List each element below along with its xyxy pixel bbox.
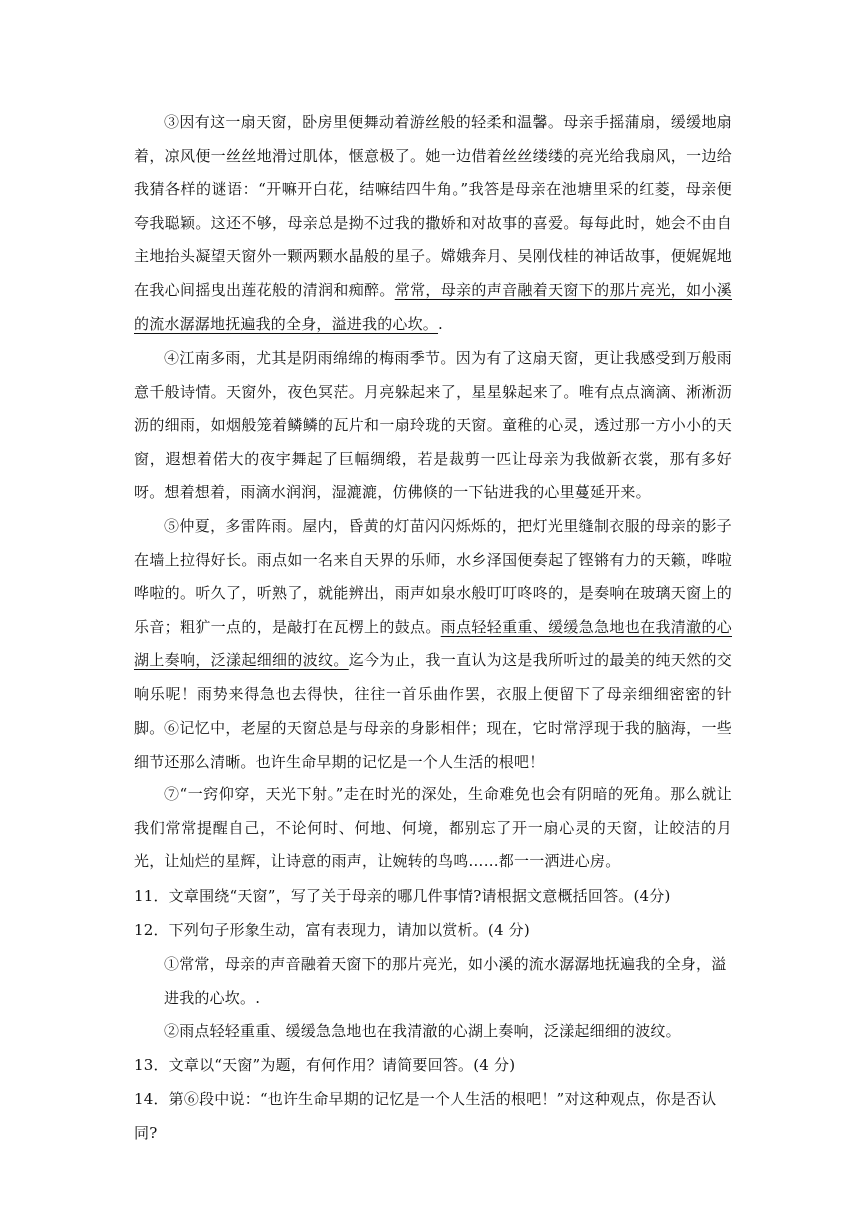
question-11: 11．文章围绕“天窗”，写了关于母亲的哪几件事情?请根据文意概括回答。(4分) bbox=[134, 887, 671, 905]
paragraph-6-text: ⑥记忆中，老屋的天窗总是与母亲的身影相伴；现在，它时常浮现于我的脑海，一些细节还那么清晰。也许生命早期的记忆是一个人生活的根吧！ bbox=[134, 719, 732, 771]
paragraph-7 bbox=[134, 778, 732, 879]
paragraph-5-underlined: 雨点轻轻重重、缓缓急急地也在我清澈的心湖上奏响，泛漾起细细的波纹。 bbox=[134, 617, 732, 670]
paragraph-3-tail: . bbox=[438, 314, 443, 333]
question-13: 13．文章以“天窗”为题，有何作用？请简要回答。(4 分) bbox=[134, 1056, 516, 1074]
paragraph-3-underlined: 常常，母亲的声音融着天窗下的那片亮光，如小溪的流水潺潺地抚遍我的全身，溢进我的心坎。 bbox=[134, 280, 733, 333]
paragraph-3-text: ③因有这一扇天窗，卧房里便舞动着游丝般的轻柔和温馨。母亲手摇蒲扇，缓缓地扇着，凉风便一丝丝地滑过肌体，惬意极了。她一边借着丝丝缕缕的亮光给我扇风，一边给我猜各样的谜语：“开嘛开白花，结嘛结四牛角。”我答是母亲在池塘里采的红菱，母亲便夸我聪颖。这还不够，母亲总是拗不过我的撒娇和对故事的喜爱。每每此时，她会不由自主地抬头凝望天窗外一颗两颗水晶般的星子。嫦娥奔月、吴刚伐桂的神话故事，便娓娓地在我心间摇曳出莲花般的清润和痴醉。 bbox=[134, 113, 732, 299]
question-14: 14．第⑥段中说：“也许生命早期的记忆是一个人生活的根吧！”对这种观点，你是否认同? bbox=[134, 1090, 717, 1142]
paragraph-6 bbox=[134, 712, 732, 779]
question-12-sentence-1: ①常常，母亲的声音融着天窗下的那片亮光，如小溪的流水潺潺地抚遍我的全身，溢进我的心坎。. bbox=[164, 955, 727, 1007]
question-12-sentence-2: ②雨点轻轻重重、缓缓急急地也在我清澈的心湖上奏响，泛漾起细细的波纹。 bbox=[164, 1022, 681, 1040]
paragraph-3 bbox=[134, 106, 732, 341]
paragraph-4 bbox=[134, 342, 732, 510]
paragraph-7-text: ⑦“一窍仰穿，天光下射。”走在时光的深处，生命难免也会有阴暗的死角。那么就让我们常常提醒自己，不论何时、何地、何境，都别忘了开一扇心灵的天窗，让皎洁的月光，让灿烂的星辉，让诗意的雨声，让婉转的鸟鸣……都一一洒进心房。 bbox=[134, 785, 732, 871]
paragraph-5 bbox=[134, 510, 732, 745]
paragraph-5-text: ⑤仲夏，多雷阵雨。屋内，昏黄的灯苗闪闪烁烁的，把灯光里缝制衣服的母亲的影子在墙上拉得好长。雨点如一名来自天界的乐师，水乡泽国便奏起了铿锵有力的天籁，哗啦哗啦的。听久了，听熟了，就能辨出，雨声如泉水般叮叮咚咚的，是奏响在玻璃天窗上的乐音；粗犷一点的，是敲打在瓦楞上的鼓点。 bbox=[134, 517, 732, 636]
paragraph-4-text: ④江南多雨，尤其是阴雨绵绵的梅雨季节。因为有了这扇天窗，更让我感受到万般雨意千般诗情。天窗外，夜色冥茫。月亮躲起来了，星星躲起来了。唯有点点滴滴、淅淅沥沥的细雨，如烟般笼着鳞鳞的瓦片和一扇玲珑的天窗。童稚的心灵，透过那一方小小的天窗，遐想着偌大的夜宇舞起了巨幅绸缎，若是裁剪一匹让母亲为我做新衣裳，那有多好呀。想着想着，雨滴水润润，湿漉漉，仿佛倏的一下钻进我的心里蔓延开来。 bbox=[134, 349, 732, 502]
paragraph-5-tail: 迄今为止，我一直认为这是我所听过的最美的纯天然的交响乐呢！雨势来得急也去得快，往往一首乐曲作罢，衣服上便留下了母亲细细密密的针脚。 bbox=[134, 651, 732, 737]
question-12: 12．下列句子形象生动，富有表现力，请加以赏析。(4 分) bbox=[134, 921, 530, 939]
